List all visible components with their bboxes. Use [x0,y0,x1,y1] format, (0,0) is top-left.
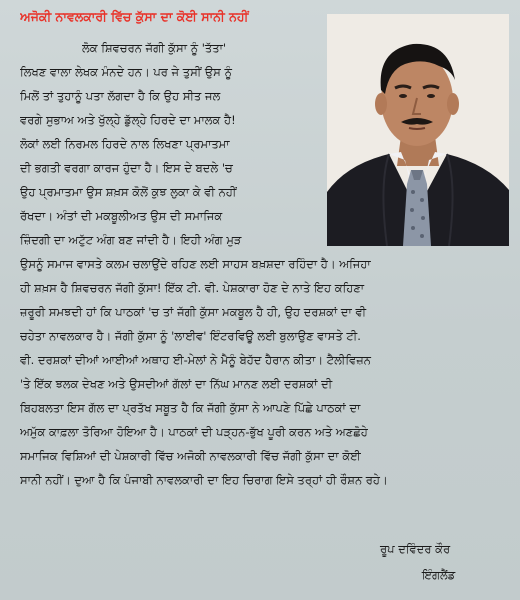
author-signature-place: ਇੰਗਲੈਂਡ [422,568,456,582]
body-line: ਲੋਕ ਸ਼ਿਵਚਰਨ ਜੱਗੀ ਕੁੱਸਾ ਨੂੰ 'ਤੱਤਾ' [82,41,227,55]
body-line: ਲਿਖਣ ਵਾਲਾ ਲੇਖਕ ਮੰਨਦੇ ਹਨ। ਪਰ ਜੇ ਤੁਸੀਂ ਉਸ ਨੂੰ [20,65,232,79]
body-line: ਚਹੇਤਾ ਨਾਵਲਕਾਰ ਹੈ। ਜੱਗੀ ਕੁੱਸਾ ਨੂੰ 'ਲਾਈਵ' ਇੰਟਰਵਿਊ ਲਈ ਬੁਲਾਉਣ ਵਾਸਤੇ ਟੀ. [20,329,361,343]
body-line: ਰੱਖਦਾ। ਅੰਤਾਂ ਦੀ ਮਕਬੂਲੀਅਤ ਉਸ ਦੀ ਸਮਾਜਿਕ [20,209,223,223]
body-line: ਵਰਗੇ ਸੁਭਾਅ ਅਤੇ ਖੁੱਲ੍ਹੇ ਡੁੱਲ੍ਹੇ ਹਿਰਦੇ ਦਾ ਮਾਲਕ ਹੈ! [20,113,236,127]
body-line: ਲੋਕਾਂ ਲਈ ਨਿਰਮਲ ਹਿਰਦੇ ਨਾਲ ਲਿਖਣਾ ਪ੍ਰਮਾਤਮਾ [20,137,230,151]
body-line: ਵੀ. ਦਰਸ਼ਕਾਂ ਦੀਆਂ ਆਈਆਂ ਅਥਾਹ ਈ-ਮੇਲਾਂ ਨੇ ਮੈਨੂੰ ਬੇਹੱਦ ਹੈਰਾਨ ਕੀਤਾ। ਟੈਲੀਵਿਜ਼ਨ [20,353,371,367]
body-line: ਅਮੁੱਕ ਕਾਫ਼ਲਾ ਤੋਰਿਆ ਹੋਇਆ ਹੈ। ਪਾਠਕਾਂ ਦੀ ਪੜ੍ਹਨ-ਭੁੱਖ ਪੂਰੀ ਕਰਨ ਅਤੇ ਅਣਛੋਹੇ [20,425,368,439]
author-signature-name: ਰੂਪ ਦਵਿੰਦਰ ਕੌਰ [380,542,451,556]
body-line: ਉਸਨੂੰ ਸਮਾਜ ਵਾਸਤੇ ਕਲਮ ਚਲਾਉਂਦੇ ਰਹਿਣ ਲਈ ਸਾਹਸ ਬਖ਼ਸ਼ਦਾ ਰਹਿੰਦਾ ਹੈ। ਅਜਿਹਾ [20,257,371,271]
body-line: ਉਹ ਪ੍ਰਮਾਤਮਾ ਉਸ ਸ਼ਖ਼ਸ ਕੋਲੋਂ ਕੁਝ ਲੁਕਾ ਕੇ ਵੀ ਨਹੀਂ [20,185,237,199]
body-line: ਜ਼ਿੰਦਗੀ ਦਾ ਅਟੁੱਟ ਅੰਗ ਬਣ ਜਾਂਦੀ ਹੈ। ਇਹੀ ਅੰਗ ਮੁੜ [20,233,242,247]
body-line: ਬਿਹਬਲਤਾ ਇਸ ਗੱਲ ਦਾ ਪ੍ਰਤੱਖ ਸਬੂਤ ਹੈ ਕਿ ਜੱਗੀ ਕੁੱਸਾ ਨੇ ਆਪਣੇ ਪਿੱਛੇ ਪਾਠਕਾਂ ਦਾ [20,401,361,415]
body-line: ਜ਼ਰੂਰੀ ਸਮਝਦੀ ਹਾਂ ਕਿ ਪਾਠਕਾਂ 'ਚ ਤਾਂ ਜੱਗੀ ਕੁੱਸਾ ਮਕਬੂਲ ਹੈ ਹੀ, ਉਹ ਦਰਸ਼ਕਾਂ ਦਾ ਵੀ [20,305,367,319]
body-line: ਹੀ ਸ਼ਖ਼ਸ ਹੈ ਸ਼ਿਵਚਰਨ ਜੱਗੀ ਕੁੱਸਾ! ਇੱਕ ਟੀ. ਵੀ. ਪੇਸ਼ਕਾਰਾ ਹੋਣ ਦੇ ਨਾਤੇ ਇਹ ਕਹਿਣਾ [20,281,365,295]
body-line: ਸਮਾਜਿਕ ਵਿਸ਼ਿਆਂ ਦੀ ਪੇਸ਼ਕਾਰੀ ਵਿੱਚ ਅਜੋਕੀ ਨਾਵਲਕਾਰੀ ਵਿੱਚ ਜੱਗੀ ਕੁੱਸਾ ਦਾ ਕੋਈ [20,449,361,463]
article-title: ਅਜੋਕੀ ਨਾਵਲਕਾਰੀ ਵਿੱਚ ਕੁੱਸਾ ਦਾ ਕੋਈ ਸਾਨੀ ਨਹੀਂ [20,9,249,24]
body-line: 'ਤੇ ਇੱਕ ਝਲਕ ਦੇਖਣ ਅਤੇ ਉਸਦੀਆਂ ਗੱਲਾਂ ਦਾ ਨਿੱਘ ਮਾਨਣ ਲਈ ਦਰਸ਼ਕਾਂ ਦੀ [20,377,333,391]
body-line: ਸਾਨੀ ਨਹੀਂ। ਦੁਆ ਹੈ ਕਿ ਪੰਜਾਬੀ ਨਾਵਲਕਾਰੀ ਦਾ ਇਹ ਚਿਰਾਗ ਇਸੇ ਤਰ੍ਹਾਂ ਹੀ ਰੌਸ਼ਨ ਰਹੇ। [20,473,388,487]
body-line: ਦੀ ਭਗਤੀ ਵਰਗਾ ਕਾਰਜ ਹੁੰਦਾ ਹੈ। ਇਸ ਦੇ ਬਦਲੇ 'ਚ [20,161,233,175]
body-line: ਮਿਲੋਂ ਤਾਂ ਤੁਹਾਨੂੰ ਪਤਾ ਲੱਗਦਾ ਹੈ ਕਿ ਉਹ ਸੀਤ ਜਲ [20,89,221,103]
